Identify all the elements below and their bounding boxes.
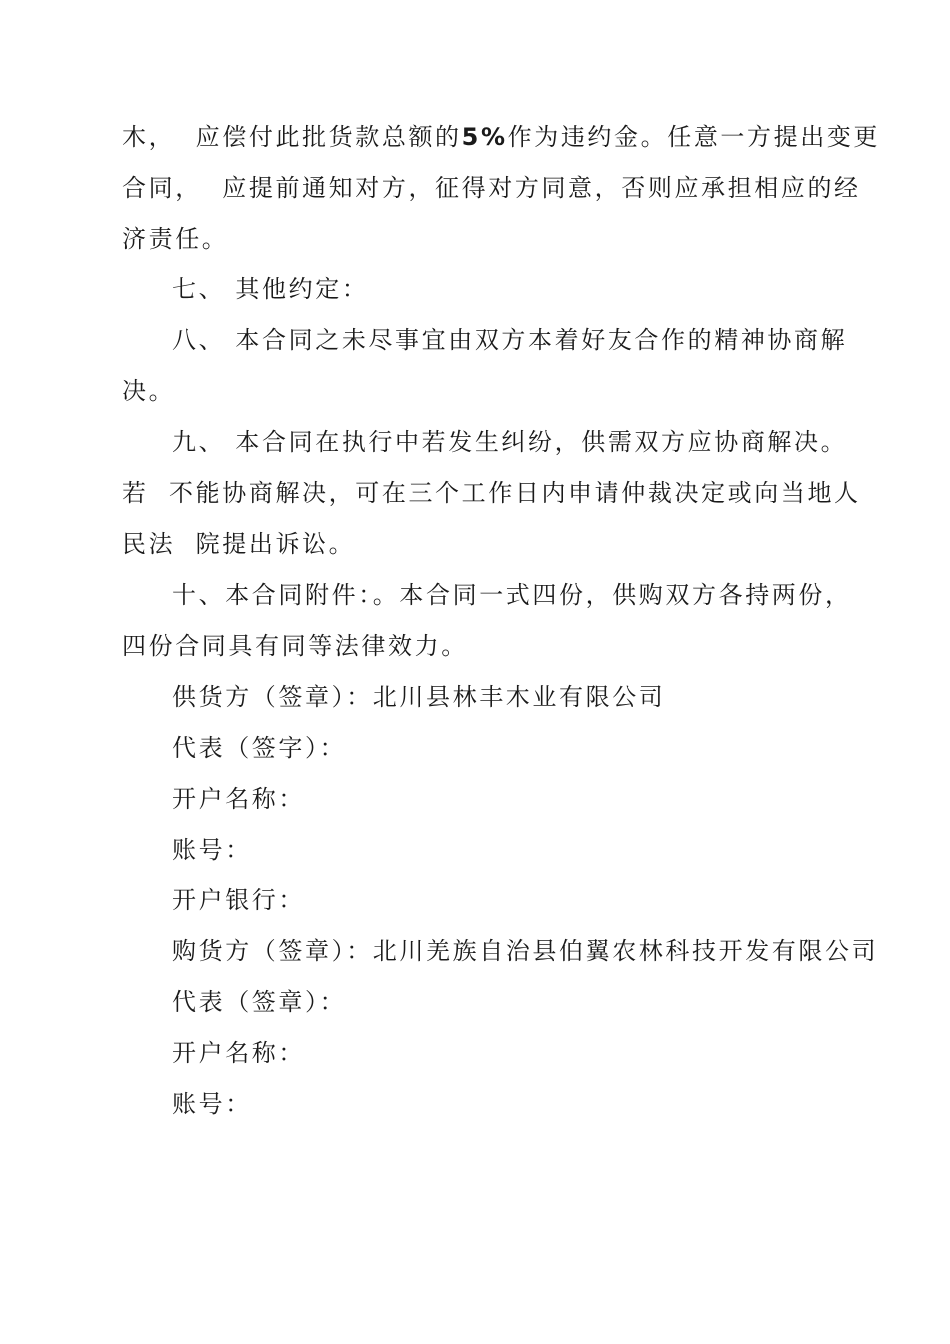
- supplier-representative: 代表（签字）：: [172, 734, 347, 762]
- supplier-seal: 供货方（签章）：北川县林丰木业有限公司: [172, 683, 666, 711]
- buyer-account-name: 开户名称：: [172, 1039, 305, 1067]
- clause-8-line-1: 八、 本合同之未尽事宜由双方本着好友合作的精神协商解: [172, 326, 848, 354]
- penalty-line-3: 济责任。: [122, 225, 229, 253]
- supplier-bank: 开户银行：: [172, 886, 305, 914]
- buyer-account-number: 账号：: [172, 1090, 252, 1118]
- buyer-representative: 代表（签章）：: [172, 988, 347, 1016]
- penalty-line-2: 合同， 应提前通知对方，征得对方同意，否则应承担相应的经: [122, 174, 861, 202]
- supplier-account-number: 账号：: [172, 836, 252, 864]
- clause-10-line-2: 四份合同具有同等法律效力。: [122, 632, 468, 660]
- clause-9-line-1: 九、 本合同在执行中若发生纠纷，供需双方应协商解决。: [172, 428, 848, 456]
- clause-9-line-2: 若 不能协商解决，可在三个工作日内申请仲裁决定或向当地人: [122, 479, 861, 507]
- supplier-account-name: 开户名称：: [172, 785, 305, 813]
- clause-10-line-1: 十、本合同附件：。本合同一式四份，供购双方各持两份，: [172, 581, 852, 609]
- clause-8-line-2: 决。: [122, 377, 176, 405]
- clause-7: 七、 其他约定：: [172, 275, 369, 303]
- penalty-percentage: 5%: [461, 123, 508, 151]
- buyer-seal: 购货方（签章）：北川羌族自治县伯翼农林科技开发有限公司: [172, 937, 879, 965]
- clause-9-line-3: 民法 院提出诉讼。: [122, 530, 356, 558]
- penalty-text-b: 作为违约金。任意一方提出变更: [507, 123, 881, 151]
- penalty-text-a: 木， 应偿付此批货款总额的: [122, 123, 462, 151]
- penalty-line-1: [122, 121, 880, 153]
